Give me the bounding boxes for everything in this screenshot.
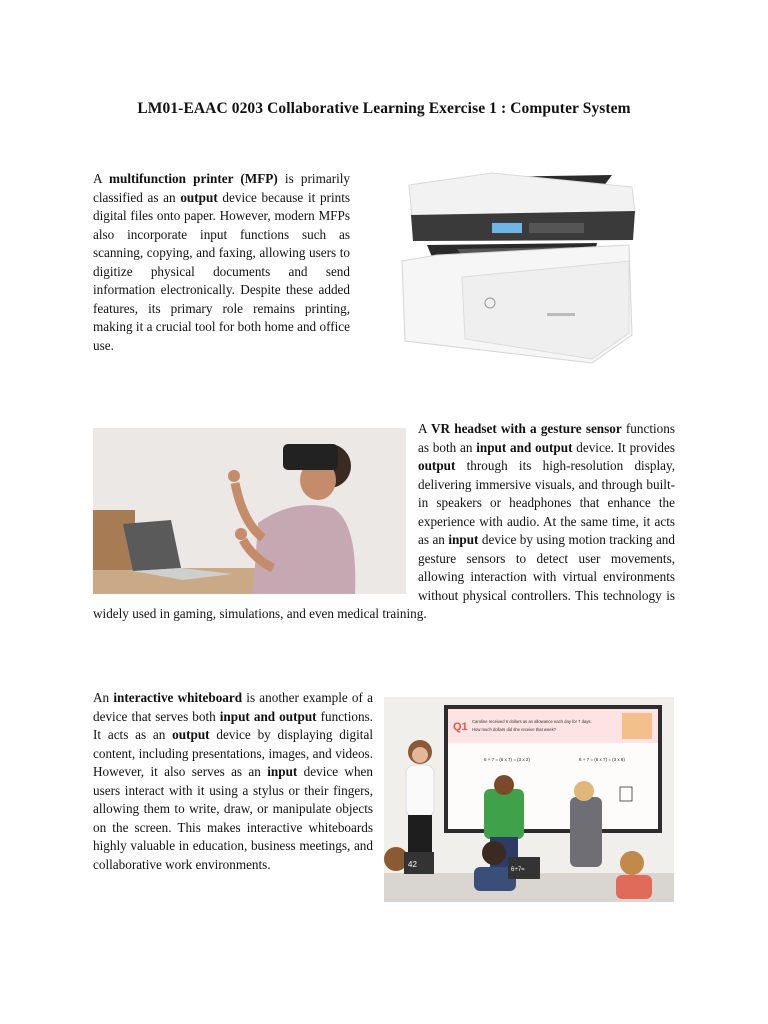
vr-person-hand-left [228,470,240,482]
whiteboard-q-label: Q1 [453,721,468,733]
printer-keypad [529,223,584,233]
term-input: input [267,764,298,779]
mfp-section [93,170,350,355]
student-front-center [482,841,506,865]
vr-headset [283,444,338,470]
term-output: output [418,458,456,473]
text-run: functions as both an [418,421,675,455]
term-multifunction-printer: multifunction printer (MFP) [109,171,278,186]
vr-person-sweater [253,505,355,594]
whiteboard-question-line-2: How much dollars did she receive that week? [472,727,557,732]
vr-person-hand-right [235,528,247,540]
vr-laptop-screen [123,520,181,571]
text-run: device by using motion tracking and gesture sensors to detect user movements, allowing interaction with virtual environments without physical controllers. This technology is widely used in gaming, simulations, and even medical training. [93,532,675,621]
text-run: device because it prints digital files onto paper. However, modern MFPs also incorporate input functions such as scanning, copying, and faxing, allowing users to digitize physical documents and send information electronically. Despite these added features, its primary role remains printing, making it a crucial tool for both home and office use. [93,189,351,353]
whiteboard-illustration [384,697,674,902]
whiteboard-math-right: 6 + 7 = (6 x 7) = (3 x 8) [579,757,625,762]
printer-control-band [411,211,635,241]
whiteboard-question-line-1: Caroline received 6 dollars as an allowance each day for 7 days. [472,719,592,724]
term-input: input [448,532,479,547]
whiteboard-paragraph [93,689,373,874]
teacher-blouse [406,765,434,817]
student-green-shirt [484,789,524,839]
vr-illustration [93,428,406,594]
vr-section [93,420,675,624]
text-run: A [93,171,109,186]
term-input-and-output: input and output [476,439,573,455]
student-girl-dress [570,797,602,867]
tablet-left-text: 42 [408,860,417,869]
printer-image [397,165,642,370]
text-run: An [93,690,114,705]
printer-label [547,313,575,316]
text-run: functions. It acts as an [93,708,373,742]
teacher-face [412,747,428,763]
document-title: LM01-EAAC 0203 Collaborative Learning Exercise 1 : Computer System [137,100,631,117]
text-run: is another example of a device that serves both [93,690,373,724]
text-run: device. It provides [572,439,675,455]
text-run: A [418,421,431,436]
student-front-right [620,851,644,875]
student-front-right-body [616,875,652,899]
whiteboard-cartoon [622,713,652,739]
term-vr-headset: VR headset with a gesture sensor [431,421,622,436]
text-run: device when users interact with it using a stylus or their fingers, allowing them to write, draw, or manipulate objects on the screen. This makes interactive whiteboards highly valuable in education, business meetings, and collaborative work environments. [93,764,373,872]
printer-illustration [397,165,642,370]
whiteboard-section [93,689,373,874]
text-run: is primarily classified as an [93,171,351,205]
printer-display [492,223,522,233]
text-run: device by displaying digital content, including presentations, images, and videos. However, it also serves as an [93,727,373,779]
student-green-head [494,775,514,795]
text-run: through its high-resolution display, delivering immersive visuals, and through built-in speakers or headphones that enhance the experience with audio. At the same time, it acts as an [418,458,675,547]
mfp-paragraph [93,170,350,355]
whiteboard-math-left: 6 + 7 = (6 x 7) = (3 x 2) [484,757,530,762]
term-interactive-whiteboard: interactive whiteboard [113,690,243,705]
vr-headset-image [93,428,406,594]
term-output: output [180,189,218,205]
term-input-and-output: input and output [219,708,317,724]
student-girl-head [574,781,594,801]
term-output: output [172,727,210,742]
tablet-center-text: 6+7= [511,867,525,873]
whiteboard-image [384,697,674,902]
